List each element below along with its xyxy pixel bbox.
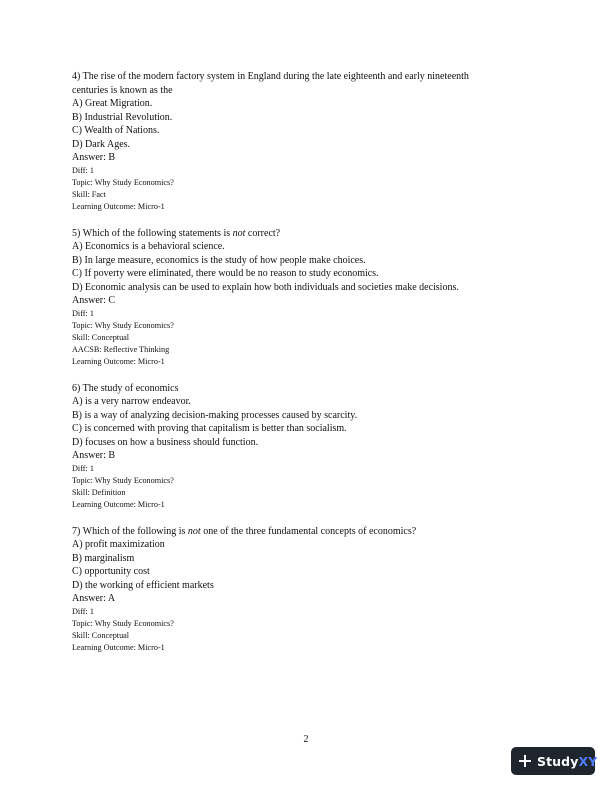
option-d: D) Dark Ages. [72,138,131,150]
page-number: 2 [303,734,309,745]
question-7 [72,525,552,654]
learning-outcome: Learning Outcome: Micro-1 [72,356,165,366]
option-d: D) Economic analysis can be used to explain how both individuals and societies make decisions. [72,281,459,293]
stem-emphasis: not [232,227,246,239]
stem-after-emphasis: correct? [245,227,281,239]
question-6 [72,382,552,511]
option-a: A) profit maximization [72,539,165,550]
question-stem-line-1: 4) The rise of the modern factory system in England during the late eighteenth and early nineteenth [72,71,469,82]
skill: Skill: Conceptual [72,332,130,342]
difficulty: Diff: 1 [72,165,94,175]
option-b: B) In large measure, economics is the study of how people make choices. [72,254,366,266]
option-a: A) Great Migration. [72,98,153,109]
topic: Topic: Why Study Economics? [72,177,174,187]
difficulty: Diff: 1 [72,463,94,473]
question-stem [72,227,552,241]
learning-outcome: Learning Outcome: Micro-1 [72,499,165,509]
option-c: C) If poverty were eliminated, there would be no reason to study economics. [72,268,379,279]
skill: Skill: Definition [72,487,126,497]
topic: Topic: Why Study Economics? [72,320,174,330]
option-b: B) Industrial Revolution. [72,111,173,123]
option-d: D) the working of efficient markets [72,579,214,591]
brand-name-main: Study [537,753,579,769]
stem-emphasis: not [187,525,201,537]
option-d: D) focuses on how a business should function. [72,436,259,448]
option-c: C) Wealth of Nations. [72,125,160,136]
question-4 [72,70,552,213]
option-b: B) marginalism [72,552,135,564]
question-stem-line-2: centuries is known as the [72,84,173,96]
answer-text: Answer: B [72,450,116,461]
stem-after-emphasis: one of the three fundamental concepts of economics? [200,525,417,537]
question-stem [72,525,552,539]
option-a: A) is a very narrow endeavor. [72,396,191,407]
question-5 [72,227,552,368]
plus-icon [519,755,531,767]
stem-before-emphasis: 7) Which of the following is [72,525,188,537]
difficulty: Diff: 1 [72,606,94,616]
question-stem: 6) The study of economics [72,382,179,394]
stem-before-emphasis: 5) Which of the following statements is [72,227,233,239]
brand-name [537,754,597,769]
answer-text: Answer: B [72,152,116,163]
skill: Skill: Conceptual [72,630,130,640]
skill: Skill: Fact [72,189,106,199]
brand-name-accent: XY [578,753,598,769]
option-c: C) is concerned with proving that capitalism is better than socialism. [72,423,347,434]
document-page [72,70,552,668]
learning-outcome: Learning Outcome: Micro-1 [72,642,165,652]
topic: Topic: Why Study Economics? [72,618,174,628]
studyxy-badge[interactable] [511,747,598,775]
answer-text: Answer: A [72,593,116,604]
option-b: B) is a way of analyzing decision-making processes caused by scarcity. [72,409,358,421]
topic: Topic: Why Study Economics? [72,475,174,485]
option-c: C) opportunity cost [72,566,150,577]
difficulty: Diff: 1 [72,308,94,318]
aacsb: AACSB: Reflective Thinking [72,344,170,354]
learning-outcome: Learning Outcome: Micro-1 [72,201,165,211]
answer-text: Answer: C [72,295,116,306]
option-a: A) Economics is a behavioral science. [72,241,225,252]
